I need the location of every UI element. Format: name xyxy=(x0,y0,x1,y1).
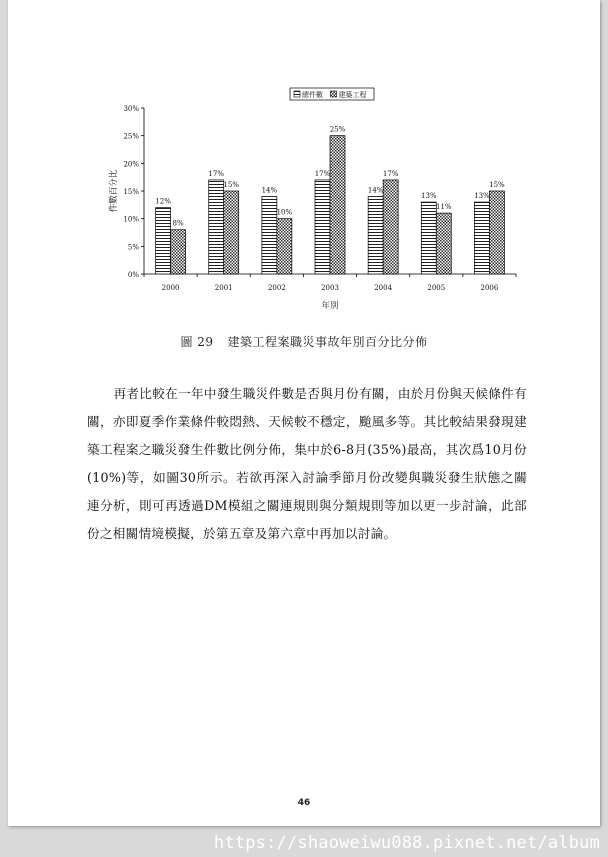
page-number: 46 xyxy=(297,798,311,808)
y-axis-title: 件數百分比 xyxy=(109,169,119,213)
watermark-url: https://shaoweiwu088.pixnet.net/album xyxy=(213,833,600,853)
bar-total-cases xyxy=(262,197,277,274)
bar-value-label: 14% xyxy=(367,186,384,195)
legend-label: 總件數 xyxy=(302,91,323,99)
y-tick-label: 10% xyxy=(123,215,139,224)
bar-construction xyxy=(224,191,239,274)
y-tick-label: 15% xyxy=(123,188,139,196)
body-paragraph: 再者比較在一年中發生職災件數是否與月份有關，由於月份與天候條件有關，亦即夏季作業條件較悶熱、天候較不穩定，颱風多等。其比較結果發現建築工程案之職災發生件數比例分佈，集中於6-8月(35%)最高，其次爲10月份(10%)等，如圖30所示。若欲再深入討論季節月份改變與職災發生狀態之關連分析，則可再透過DM模組之關連規則與分類規則等加以更一步討論，此部份之相關情境模擬，於第五章及第六章中再加以討論。 xyxy=(87,386,527,541)
x-tick-label: 2001 xyxy=(214,284,233,292)
bar-value-label: 8% xyxy=(172,219,184,228)
x-tick-label: 2005 xyxy=(427,284,446,292)
y-tick-label: 30% xyxy=(123,105,139,113)
chart-svg xyxy=(8,0,600,330)
legend-swatch xyxy=(331,91,337,97)
bar-value-label: 10% xyxy=(276,208,293,217)
x-tick-label: 2003 xyxy=(321,284,339,292)
bar-construction xyxy=(383,180,398,274)
bar-construction xyxy=(277,219,292,274)
x-tick-label: 2004 xyxy=(374,284,393,292)
bar-value-label: 17% xyxy=(314,169,331,178)
bar-total-cases xyxy=(315,180,330,274)
bar-construction xyxy=(489,191,504,274)
x-tick-label: 2000 xyxy=(161,284,180,292)
x-axis-title: 年別 xyxy=(321,301,339,311)
bar-value-label: 17% xyxy=(208,169,224,178)
bar-value-label: 25% xyxy=(329,125,346,134)
bar-value-label: 15% xyxy=(489,181,505,189)
y-tick-label: 0% xyxy=(127,271,139,279)
bar-value-label: 14% xyxy=(261,186,278,195)
bar-value-label: 11% xyxy=(436,203,452,212)
figure-number: 圖 29 xyxy=(180,335,214,349)
bar-chart xyxy=(8,0,600,330)
legend-swatch xyxy=(294,91,300,97)
bar-total-cases xyxy=(209,180,224,274)
x-tick-label: 2006 xyxy=(480,284,499,292)
bar-value-label: 13% xyxy=(421,192,437,201)
bar-construction xyxy=(171,230,186,274)
y-tick-label: 20% xyxy=(123,160,139,169)
figure-caption xyxy=(8,333,600,350)
x-tick-label: 2002 xyxy=(267,284,286,292)
figure-title: 建築工程案職災事故年別百分比分佈 xyxy=(227,335,428,349)
bar-value-label: 15% xyxy=(223,181,239,189)
bar-total-cases xyxy=(474,202,489,274)
bar-construction xyxy=(436,213,451,274)
bar-total-cases xyxy=(156,208,171,274)
y-tick-label: 25% xyxy=(123,132,139,141)
bar-value-label: 13% xyxy=(474,192,490,201)
bar-construction xyxy=(330,136,345,274)
document-page xyxy=(8,0,600,826)
bar-value-label: 17% xyxy=(382,169,399,178)
bar-total-cases xyxy=(368,197,383,274)
bar-total-cases xyxy=(421,202,436,274)
y-tick-label: 5% xyxy=(127,243,139,252)
bar-value-label: 12% xyxy=(155,197,171,206)
legend-label: 建築工程 xyxy=(338,91,367,99)
